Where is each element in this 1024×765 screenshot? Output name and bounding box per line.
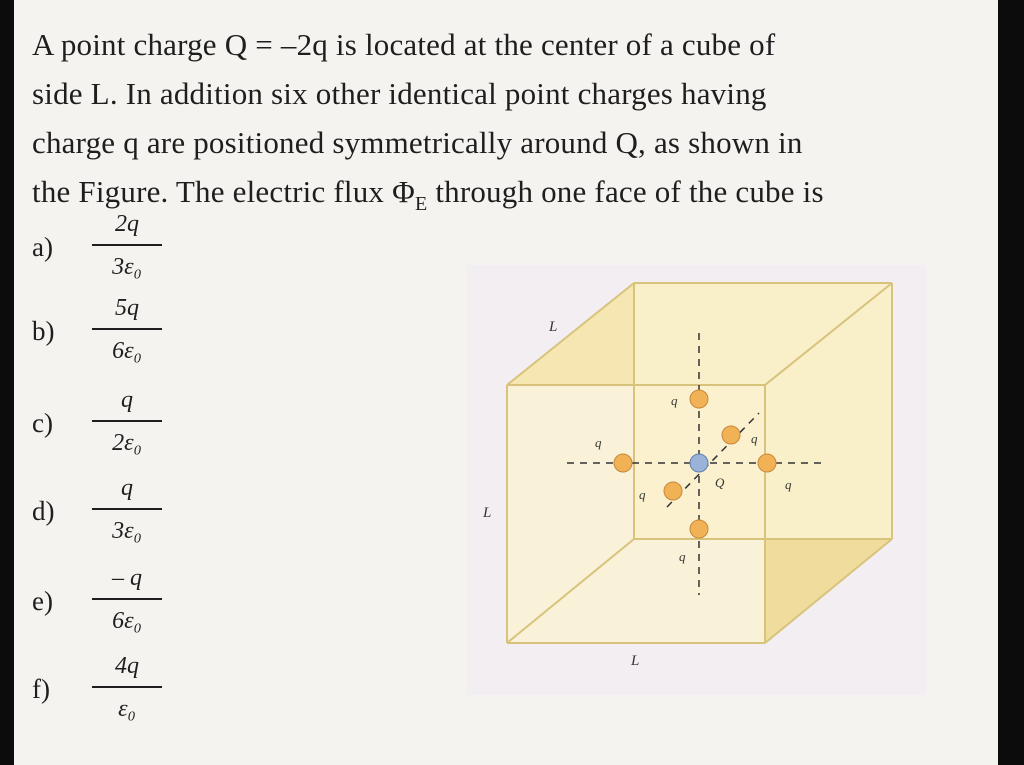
option-letter: a): [32, 232, 53, 262]
option-numerator: q: [121, 475, 133, 501]
option-f[interactable]: [32, 650, 182, 730]
label-q-left: q: [595, 435, 602, 450]
question-line-4-end: through one face of the cube is: [427, 174, 824, 209]
label-Q: Q: [715, 475, 725, 490]
charge-q-back: [722, 426, 740, 444]
cube-figure: [467, 265, 927, 695]
flux-subscript: E: [414, 193, 428, 215]
option-denominator: 3ε₀: [112, 518, 142, 544]
option-letter: c): [32, 408, 53, 438]
label-q-front: q: [639, 487, 646, 502]
option-numerator: q: [121, 387, 133, 413]
option-a[interactable]: [32, 208, 182, 288]
option-denominator: 6ε₀: [112, 338, 142, 364]
fraction-bar: [92, 420, 162, 422]
cube-front-face: [507, 385, 765, 643]
fraction-bar: [92, 598, 162, 600]
label-q-back: q: [751, 431, 758, 446]
question-text: [32, 20, 1002, 221]
option-numerator: 2q: [115, 211, 139, 237]
option-letter: f): [32, 674, 50, 704]
fraction-bar: [92, 328, 162, 330]
option-fraction: [92, 650, 162, 724]
photo-frame-left: [0, 0, 14, 765]
option-numerator: – q: [112, 565, 142, 591]
charge-q-right: [758, 454, 776, 472]
fraction-bar: [92, 244, 162, 246]
question-line-4-start: the Figure. The electric flux Φ: [32, 174, 415, 209]
question-line-2: side L. In addition six other identical point charges having: [32, 76, 767, 111]
option-denominator: 6ε₀: [112, 608, 142, 634]
option-numerator: 4q: [115, 653, 139, 679]
option-numerator: 5q: [115, 295, 139, 321]
option-fraction: [92, 292, 162, 366]
label-q-bottom: q: [679, 549, 686, 564]
label-L-top: L: [549, 319, 558, 335]
option-e[interactable]: [32, 562, 182, 642]
label-q-right: q: [785, 477, 792, 492]
question-line-3: charge q are positioned symmetrically around Q, as shown in: [32, 125, 803, 160]
charge-q-front: [664, 482, 682, 500]
option-denominator: 3ε₀: [112, 254, 142, 280]
option-fraction: [92, 208, 162, 282]
label-q-top: q: [671, 393, 678, 408]
charge-Q-center: [690, 454, 708, 472]
option-letter: e): [32, 586, 53, 616]
label-L-left: L: [483, 505, 492, 521]
option-fraction: [92, 384, 162, 458]
option-letter: b): [32, 316, 55, 346]
option-c[interactable]: [32, 384, 182, 464]
fraction-bar: [92, 686, 162, 688]
charge-q-left: [614, 454, 632, 472]
question-line-1: A point charge Q = –2q is located at the center of a cube of: [32, 27, 776, 62]
charge-q-top: [690, 390, 708, 408]
option-d[interactable]: [32, 472, 182, 552]
label-L-bottom: L: [631, 653, 640, 669]
option-denominator: 2ε₀: [112, 430, 142, 456]
option-letter: d): [32, 496, 55, 526]
option-fraction: [92, 472, 162, 546]
fraction-bar: [92, 508, 162, 510]
option-fraction: [92, 562, 162, 636]
option-b[interactable]: [32, 292, 182, 372]
charge-q-bottom: [690, 520, 708, 538]
option-denominator: ε₀: [118, 696, 136, 722]
